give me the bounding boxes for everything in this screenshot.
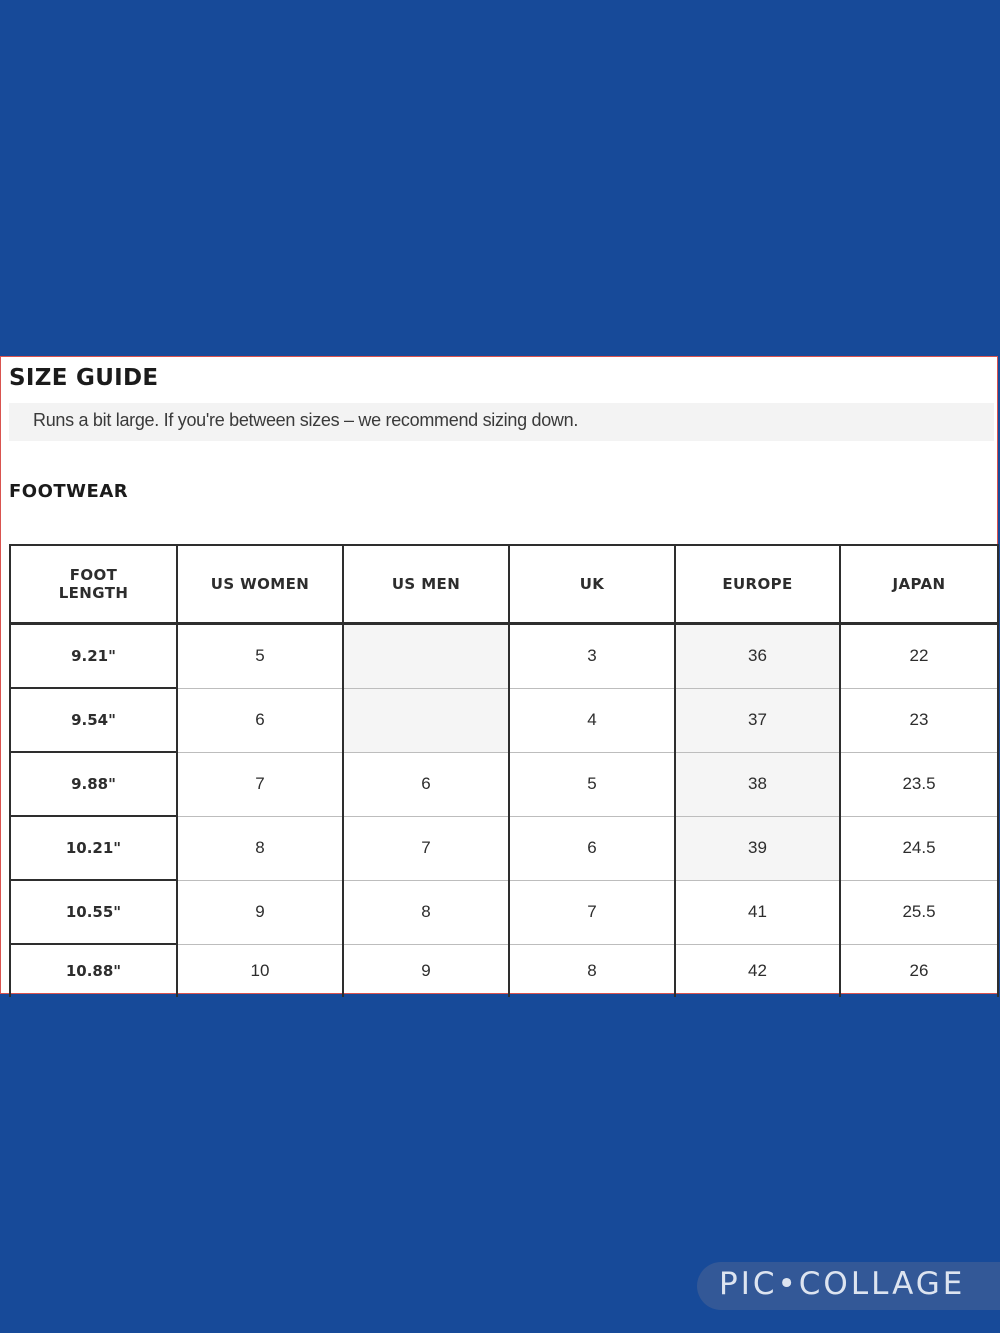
cell-us-women: 8 — [177, 816, 343, 880]
cell-uk: 6 — [509, 816, 675, 880]
cell-us-women: 6 — [177, 688, 343, 752]
cell-europe: 38 — [675, 752, 840, 816]
cell-uk: 7 — [509, 880, 675, 944]
table-row — [10, 688, 998, 752]
cell-uk: 4 — [509, 688, 675, 752]
cell-europe: 42 — [675, 944, 840, 997]
table-header-row — [10, 545, 998, 624]
section-heading: FOOTWEAR — [9, 481, 129, 502]
cell-us-men: 8 — [343, 880, 509, 944]
cell-europe: 41 — [675, 880, 840, 944]
cell-europe: 37 — [675, 688, 840, 752]
cell-foot-length: 10.88" — [10, 944, 177, 997]
cell-foot-length: 9.54" — [10, 688, 177, 752]
cell-japan: 23 — [840, 688, 998, 752]
col-header-us-men: US MEN — [343, 545, 509, 624]
table-row — [10, 624, 998, 689]
cell-us-men — [343, 624, 509, 689]
pic-collage-watermark — [697, 1262, 1000, 1310]
cell-us-men: 9 — [343, 944, 509, 997]
cell-us-men: 7 — [343, 816, 509, 880]
table-row — [10, 816, 998, 880]
size-table — [9, 544, 999, 997]
cell-us-women: 5 — [177, 624, 343, 689]
cell-japan: 26 — [840, 944, 998, 997]
table-row — [10, 880, 998, 944]
cell-foot-length: 10.21" — [10, 816, 177, 880]
fit-note-bar — [9, 403, 994, 441]
cell-japan: 24.5 — [840, 816, 998, 880]
size-guide-card — [0, 356, 998, 994]
cell-japan: 23.5 — [840, 752, 998, 816]
cell-foot-length: 9.21" — [10, 624, 177, 689]
table-row — [10, 944, 998, 997]
col-header-japan: JAPAN — [840, 545, 998, 624]
col-header-europe: EUROPE — [675, 545, 840, 624]
col-header-foot-length: FOOT LENGTH — [10, 545, 177, 624]
cell-foot-length: 10.55" — [10, 880, 177, 944]
cell-japan: 22 — [840, 624, 998, 689]
cell-us-men: 6 — [343, 752, 509, 816]
cell-uk: 5 — [509, 752, 675, 816]
col-header-us-women: US WOMEN — [177, 545, 343, 624]
cell-europe: 36 — [675, 624, 840, 689]
watermark-text: PIC•COLLAGE — [719, 1266, 966, 1302]
page-title: SIZE GUIDE — [9, 365, 159, 391]
cell-japan: 25.5 — [840, 880, 998, 944]
cell-us-women: 7 — [177, 752, 343, 816]
cell-uk: 8 — [509, 944, 675, 997]
col-header-uk: UK — [509, 545, 675, 624]
cell-uk: 3 — [509, 624, 675, 689]
cell-europe: 39 — [675, 816, 840, 880]
cell-us-women: 9 — [177, 880, 343, 944]
cell-us-men — [343, 688, 509, 752]
cell-foot-length: 9.88" — [10, 752, 177, 816]
fit-note: Runs a bit large. If you're between sizes – we recommend sizing down. — [33, 410, 579, 430]
table-row — [10, 752, 998, 816]
cell-us-women: 10 — [177, 944, 343, 997]
